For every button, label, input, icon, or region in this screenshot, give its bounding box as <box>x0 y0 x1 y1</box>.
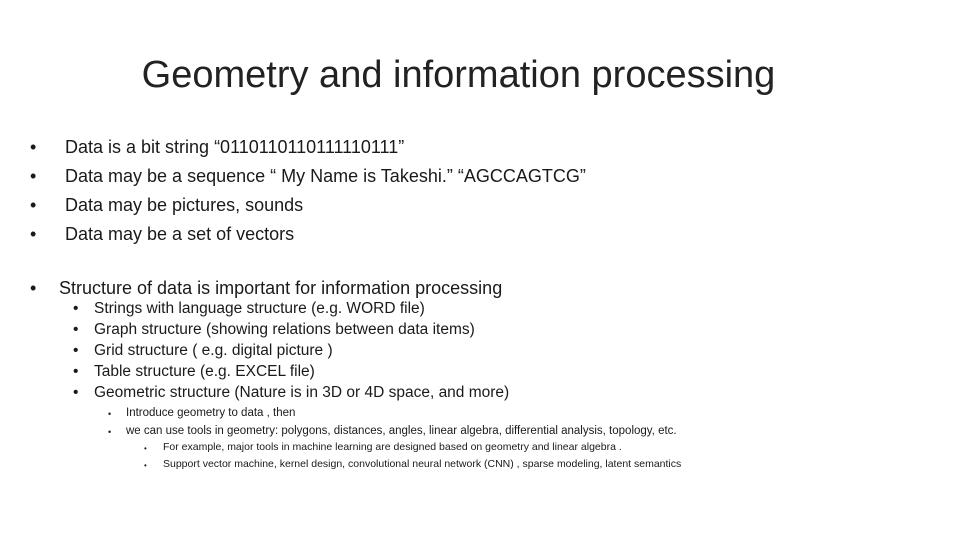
bullet-icon: • <box>30 166 37 186</box>
list-item-text: Data may be a sequence “ My Name is Takeshi.” “AGCCAGTCG” <box>65 166 586 186</box>
bullet-icon: • <box>144 461 147 470</box>
bullet-icon: • <box>30 224 37 244</box>
bullet-icon: • <box>73 342 79 359</box>
structure-sub-list <box>73 298 509 403</box>
list-item <box>108 422 677 440</box>
list-item-text: Strings with language structure (e.g. WORD file) <box>94 300 425 317</box>
list-item-text: Grid structure ( e.g. digital picture ) <box>94 342 333 359</box>
bullet-icon: • <box>73 321 79 338</box>
list-item <box>30 162 586 191</box>
list-item-text: Graph structure (showing relations between data items) <box>94 321 475 338</box>
list-item-text: we can use tools in geometry: polygons, distances, angles, linear algebra, differential analysis, topology, etc. <box>126 425 677 437</box>
list-item <box>30 133 586 162</box>
bullet-icon: • <box>144 444 147 453</box>
list-item <box>73 319 509 340</box>
data-bullet-list <box>30 133 586 249</box>
list-item-text: For example, major tools in machine learning are designed based on geometry and linear algebra . <box>163 441 622 453</box>
list-item <box>108 404 677 422</box>
bullet-icon: • <box>30 278 37 298</box>
bullet-icon: • <box>30 137 37 157</box>
list-item-text: Table structure (e.g. EXCEL file) <box>94 363 315 380</box>
list-item-text: Support vector machine, kernel design, convolutional neural network (CNN) , sparse modeling, latent semantics <box>163 458 682 470</box>
list-item <box>144 439 681 456</box>
list-item-text: Geometric structure (Nature is in 3D or 4D space, and more) <box>94 384 510 401</box>
list-item-text: Introduce geometry to data , then <box>126 407 296 419</box>
list-item-text: Data may be pictures, sounds <box>65 195 304 215</box>
bullet-icon: • <box>73 384 79 401</box>
geometry-sub-list <box>108 404 677 440</box>
bullet-icon: • <box>73 300 79 317</box>
slide-title: Geometry and information processing <box>141 54 776 96</box>
ml-sub-list <box>144 439 681 473</box>
list-item-text: Data is a bit string “0110110110111110111” <box>65 137 405 157</box>
list-item <box>30 191 586 220</box>
list-item <box>73 340 509 361</box>
bullet-icon: • <box>108 409 112 419</box>
list-item <box>144 456 681 473</box>
bullet-icon: • <box>30 195 37 215</box>
bullet-icon: • <box>73 363 79 380</box>
list-item-text: Structure of data is important for information processing <box>59 278 503 298</box>
list-item <box>73 382 509 403</box>
list-item <box>30 220 586 249</box>
list-item-text: Data may be a set of vectors <box>65 224 295 244</box>
list-item <box>73 361 509 382</box>
list-item <box>73 298 509 319</box>
bullet-icon: • <box>108 427 112 437</box>
